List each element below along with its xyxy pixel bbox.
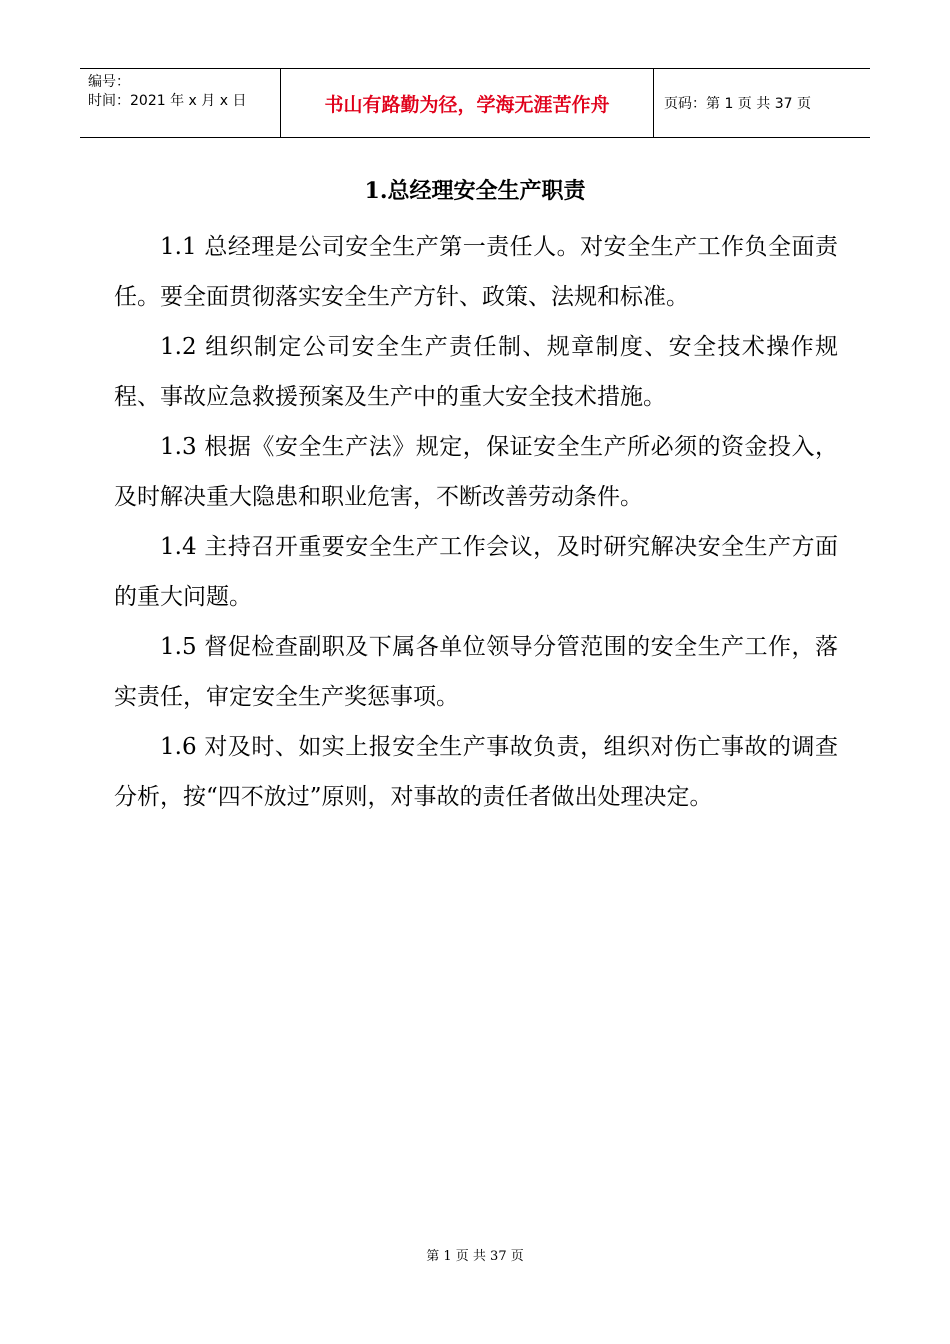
page-header: [80, 68, 870, 138]
paragraph-1-2: 1.2 组织制定公司安全生产责任制、规章制度、安全技术操作规程、事故应急救援预案及生产中的重大安全技术措施。: [114, 334, 838, 410]
page-footer: 第 1 页 共 37 页: [426, 1249, 524, 1264]
document-body: [114, 222, 838, 822]
paragraph-1-4: 1.4 主持召开重要安全生产工作会议，及时研究解决安全生产方面的重大问题。: [114, 534, 838, 610]
document-title: 1.总经理安全生产职责: [364, 178, 586, 204]
document-number-label: 编号：: [88, 74, 130, 90]
paragraph-1-6: 1.6 对及时、如实上报安全生产事故负责，组织对伤亡事故的调查分析，按“四不放过”原则，对事故的责任者做出处理决定。: [114, 734, 838, 810]
paragraph-1-1: 1.1 总经理是公司安全生产第一责任人。对安全生产工作负全面责任。要全面贯彻落实安全生产方针、政策、法规和标准。: [114, 234, 838, 310]
header-meta: [80, 69, 281, 137]
header-page-info: 页码：第 1 页 共 37 页: [664, 96, 811, 112]
paragraph-1-5: 1.5 督促检查副职及下属各单位领导分管范围的安全生产工作，落实责任，审定安全生产奖惩事项。: [114, 634, 838, 710]
header-motto: 书山有路勤为径，学海无涯苦作舟: [281, 69, 654, 137]
paragraph-1-3: 1.3 根据《安全生产法》规定，保证安全生产所必须的资金投入，及时解决重大隐患和职业危害，不断改善劳动条件。: [114, 434, 838, 510]
document-date: 时间：2021 年 x 月 x 日: [88, 93, 247, 109]
